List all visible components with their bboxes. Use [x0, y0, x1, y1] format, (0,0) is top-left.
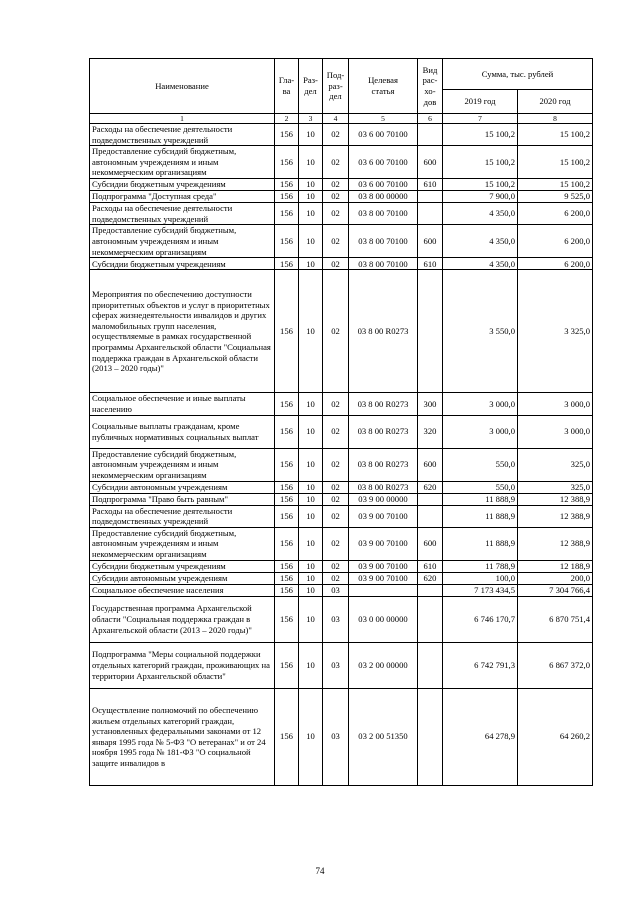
- cell-article: 03 2 00 51350: [349, 688, 418, 785]
- header-glava: Гла- ва: [275, 59, 299, 114]
- cell-sum-2020: 12 388,9: [518, 493, 593, 505]
- cell-name: Субсидии бюджетным учреждениям: [90, 560, 275, 572]
- header-razdel: Раз- дел: [299, 59, 323, 114]
- cell-vid: 620: [418, 572, 443, 584]
- cell-sum-2019: 4 350,0: [443, 258, 518, 270]
- cell-name: Предоставление субсидий бюджетным, автономным учреждениям и иным некоммерческим организациям: [90, 527, 275, 560]
- cell-razdel: 10: [299, 527, 323, 560]
- table-row: [90, 448, 593, 481]
- table-row: [90, 191, 593, 203]
- cell-article: 03 9 00 70100: [349, 572, 418, 584]
- cell-article: 03 8 00 70100: [349, 225, 418, 258]
- cell-glava: 156: [275, 688, 299, 785]
- cell-podrazdel: 02: [323, 124, 349, 146]
- cell-article: [349, 584, 418, 596]
- cell-razdel: 10: [299, 191, 323, 203]
- cell-podrazdel: 02: [323, 481, 349, 493]
- cell-razdel: 10: [299, 203, 323, 225]
- cell-glava: 156: [275, 642, 299, 688]
- cell-podrazdel: 03: [323, 642, 349, 688]
- cell-article: 03 8 00 R0273: [349, 415, 418, 448]
- table-row: [90, 481, 593, 493]
- cell-podrazdel: 02: [323, 415, 349, 448]
- cell-sum-2019: 11 888,9: [443, 493, 518, 505]
- cell-article: 03 0 00 00000: [349, 596, 418, 642]
- cell-article: 03 9 00 70100: [349, 527, 418, 560]
- cell-sum-2020: 200,0: [518, 572, 593, 584]
- cell-vid: [418, 191, 443, 203]
- cell-sum-2020: 15 100,2: [518, 124, 593, 146]
- cell-sum-2019: 3 550,0: [443, 270, 518, 393]
- cell-razdel: 10: [299, 124, 323, 146]
- cell-name: Осуществление полномочий по обеспечению жильем отдельных категорий граждан, установленных федеральными законами от 12 января 1995 года № 5-ФЗ "О ветеранах" и от 24 ноября 1995 года № 181-ФЗ "О социальной защите инвалидов в: [90, 688, 275, 785]
- cell-article: 03 8 00 R0273: [349, 393, 418, 415]
- cell-podrazdel: 03: [323, 688, 349, 785]
- cell-razdel: 10: [299, 572, 323, 584]
- col-number: 3: [299, 114, 323, 124]
- table-row: [90, 493, 593, 505]
- table-row: [90, 688, 593, 785]
- cell-sum-2019: 100,0: [443, 572, 518, 584]
- cell-sum-2020: 15 100,2: [518, 179, 593, 191]
- cell-sum-2020: 12 388,9: [518, 505, 593, 527]
- table-body: [90, 124, 593, 786]
- cell-name: Субсидии автономным учреждениям: [90, 481, 275, 493]
- col-number: 1: [90, 114, 275, 124]
- cell-article: 03 9 00 00000: [349, 493, 418, 505]
- cell-sum-2019: 15 100,2: [443, 179, 518, 191]
- cell-vid: 610: [418, 560, 443, 572]
- cell-sum-2020: 7 304 766,4: [518, 584, 593, 596]
- cell-vid: [418, 505, 443, 527]
- header-name: Наименование: [90, 59, 275, 114]
- cell-podrazdel: 02: [323, 572, 349, 584]
- cell-vid: 320: [418, 415, 443, 448]
- cell-sum-2020: 325,0: [518, 448, 593, 481]
- cell-vid: 610: [418, 258, 443, 270]
- cell-sum-2020: 325,0: [518, 481, 593, 493]
- cell-name: Субсидии бюджетным учреждениям: [90, 179, 275, 191]
- budget-table: [89, 58, 593, 786]
- cell-glava: 156: [275, 481, 299, 493]
- cell-razdel: 10: [299, 415, 323, 448]
- cell-name: Государственная программа Архангельской области "Социальная поддержка граждан в Архангельской области (2013 – 2020 годы)": [90, 596, 275, 642]
- cell-podrazdel: 03: [323, 596, 349, 642]
- cell-razdel: 10: [299, 225, 323, 258]
- cell-razdel: 10: [299, 258, 323, 270]
- cell-razdel: 10: [299, 596, 323, 642]
- cell-sum-2019: 15 100,2: [443, 124, 518, 146]
- cell-article: 03 2 00 00000: [349, 642, 418, 688]
- cell-podrazdel: 02: [323, 179, 349, 191]
- cell-name: Социальные выплаты гражданам, кроме публичных нормативных социальных выплат: [90, 415, 275, 448]
- cell-glava: 156: [275, 584, 299, 596]
- cell-vid: 610: [418, 179, 443, 191]
- table-row: [90, 642, 593, 688]
- cell-vid: [418, 124, 443, 146]
- cell-name: Мероприятия по обеспечению доступности приоритетных объектов и услуг в приоритетных сферах жизнедеятельности инвалидов и других маломобильных групп населения, осуществляемые в рамках государственной программы Архангельской области "Социальная поддержка граждан в Архангельской области (2013 – 2020 годы)": [90, 270, 275, 393]
- cell-sum-2019: 4 350,0: [443, 203, 518, 225]
- cell-razdel: 10: [299, 448, 323, 481]
- cell-name: Предоставление субсидий бюджетным, автономным учреждениям и иным некоммерческим организациям: [90, 448, 275, 481]
- cell-article: 03 8 00 R0273: [349, 448, 418, 481]
- cell-article: 03 8 00 R0273: [349, 270, 418, 393]
- table-row: [90, 560, 593, 572]
- cell-vid: [418, 584, 443, 596]
- table-row: [90, 415, 593, 448]
- cell-podrazdel: 03: [323, 584, 349, 596]
- cell-article: 03 8 00 70100: [349, 203, 418, 225]
- col-number: 4: [323, 114, 349, 124]
- cell-vid: [418, 270, 443, 393]
- cell-name: Субсидии автономным учреждениям: [90, 572, 275, 584]
- cell-sum-2020: 6 200,0: [518, 258, 593, 270]
- cell-sum-2020: 3 325,0: [518, 270, 593, 393]
- cell-podrazdel: 02: [323, 393, 349, 415]
- cell-podrazdel: 02: [323, 225, 349, 258]
- table-row: [90, 203, 593, 225]
- cell-razdel: 10: [299, 560, 323, 572]
- cell-name: Подпрограмма "Право быть равным": [90, 493, 275, 505]
- cell-sum-2020: 3 000,0: [518, 393, 593, 415]
- cell-sum-2020: 9 525,0: [518, 191, 593, 203]
- cell-vid: [418, 688, 443, 785]
- cell-glava: 156: [275, 124, 299, 146]
- cell-article: 03 8 00 R0273: [349, 481, 418, 493]
- cell-glava: 156: [275, 393, 299, 415]
- table-row: [90, 572, 593, 584]
- cell-vid: [418, 642, 443, 688]
- cell-glava: 156: [275, 596, 299, 642]
- cell-glava: 156: [275, 505, 299, 527]
- cell-razdel: 10: [299, 146, 323, 179]
- cell-podrazdel: 02: [323, 203, 349, 225]
- cell-razdel: 10: [299, 584, 323, 596]
- table-row: [90, 179, 593, 191]
- cell-glava: 156: [275, 560, 299, 572]
- header-vid: Вид рас- хо- дов: [418, 59, 443, 114]
- col-number: 2: [275, 114, 299, 124]
- cell-glava: 156: [275, 415, 299, 448]
- cell-sum-2020: 64 260,2: [518, 688, 593, 785]
- cell-vid: [418, 493, 443, 505]
- table-row: [90, 584, 593, 596]
- header-2020: 2020 год: [518, 90, 593, 114]
- cell-article: 03 8 00 00000: [349, 191, 418, 203]
- cell-name: Социальное обеспечение и иные выплаты населению: [90, 393, 275, 415]
- cell-vid: 600: [418, 527, 443, 560]
- table-row: [90, 146, 593, 179]
- header-2019: 2019 год: [443, 90, 518, 114]
- cell-article: 03 6 00 70100: [349, 179, 418, 191]
- cell-glava: 156: [275, 493, 299, 505]
- cell-podrazdel: 02: [323, 527, 349, 560]
- table-row: [90, 596, 593, 642]
- col-number: 6: [418, 114, 443, 124]
- table-row: [90, 527, 593, 560]
- cell-article: 03 6 00 70100: [349, 124, 418, 146]
- cell-podrazdel: 02: [323, 493, 349, 505]
- cell-glava: 156: [275, 225, 299, 258]
- cell-sum-2019: 11 888,9: [443, 505, 518, 527]
- cell-razdel: 10: [299, 179, 323, 191]
- col-number: 8: [518, 114, 593, 124]
- cell-name: Подпрограмма "Меры социальной поддержки отдельных категорий граждан, проживающих на территории Архангельской области": [90, 642, 275, 688]
- cell-glava: 156: [275, 527, 299, 560]
- cell-podrazdel: 02: [323, 448, 349, 481]
- cell-glava: 156: [275, 179, 299, 191]
- cell-name: Предоставление субсидий бюджетным, автономным учреждениям и иным некоммерческим организациям: [90, 146, 275, 179]
- cell-sum-2020: 12 388,9: [518, 527, 593, 560]
- cell-sum-2019: 6 746 170,7: [443, 596, 518, 642]
- cell-sum-2019: 7 173 434,5: [443, 584, 518, 596]
- cell-sum-2020: 6 200,0: [518, 203, 593, 225]
- cell-name: Расходы на обеспечение деятельности подведомственных учреждений: [90, 124, 275, 146]
- cell-razdel: 10: [299, 505, 323, 527]
- cell-vid: 600: [418, 225, 443, 258]
- cell-podrazdel: 02: [323, 270, 349, 393]
- cell-glava: 156: [275, 572, 299, 584]
- cell-glava: 156: [275, 270, 299, 393]
- cell-name: Предоставление субсидий бюджетным, автономным учреждениям и иным некоммерческим организациям: [90, 225, 275, 258]
- cell-sum-2020: 6 867 372,0: [518, 642, 593, 688]
- cell-vid: [418, 203, 443, 225]
- table-row: [90, 124, 593, 146]
- cell-sum-2019: 7 900,0: [443, 191, 518, 203]
- cell-sum-2020: 3 000,0: [518, 415, 593, 448]
- col-number: 5: [349, 114, 418, 124]
- header-article: Целевая статья: [349, 59, 418, 114]
- cell-sum-2020: 15 100,2: [518, 146, 593, 179]
- cell-sum-2019: 3 000,0: [443, 393, 518, 415]
- table-row: [90, 225, 593, 258]
- table-row: [90, 258, 593, 270]
- cell-podrazdel: 02: [323, 505, 349, 527]
- cell-name: Расходы на обеспечение деятельности подведомственных учреждений: [90, 203, 275, 225]
- cell-glava: 156: [275, 146, 299, 179]
- cell-sum-2019: 4 350,0: [443, 225, 518, 258]
- cell-sum-2019: 3 000,0: [443, 415, 518, 448]
- column-number-row: [90, 114, 593, 124]
- cell-podrazdel: 02: [323, 560, 349, 572]
- cell-name: Расходы на обеспечение деятельности подведомственных учреждений: [90, 505, 275, 527]
- cell-sum-2019: 15 100,2: [443, 146, 518, 179]
- cell-sum-2019: 6 742 791,3: [443, 642, 518, 688]
- cell-vid: [418, 596, 443, 642]
- cell-podrazdel: 02: [323, 258, 349, 270]
- cell-razdel: 10: [299, 493, 323, 505]
- cell-vid: 620: [418, 481, 443, 493]
- page-number: 74: [315, 866, 325, 876]
- cell-name: Социальное обеспечение населения: [90, 584, 275, 596]
- cell-sum-2019: 11 888,9: [443, 527, 518, 560]
- cell-sum-2019: 550,0: [443, 481, 518, 493]
- cell-glava: 156: [275, 191, 299, 203]
- cell-sum-2019: 550,0: [443, 448, 518, 481]
- cell-sum-2019: 11 788,9: [443, 560, 518, 572]
- cell-sum-2020: 6 200,0: [518, 225, 593, 258]
- header-sum: Сумма, тыс. рублей: [443, 59, 593, 90]
- cell-article: 03 6 00 70100: [349, 146, 418, 179]
- cell-razdel: 10: [299, 642, 323, 688]
- cell-glava: 156: [275, 258, 299, 270]
- table-row: [90, 505, 593, 527]
- cell-sum-2019: 64 278,9: [443, 688, 518, 785]
- cell-razdel: 10: [299, 688, 323, 785]
- cell-name: Подпрограмма "Доступная среда": [90, 191, 275, 203]
- cell-glava: 156: [275, 448, 299, 481]
- cell-podrazdel: 02: [323, 191, 349, 203]
- table-row: [90, 270, 593, 393]
- cell-article: 03 9 00 70100: [349, 560, 418, 572]
- cell-sum-2020: 6 870 751,4: [518, 596, 593, 642]
- cell-glava: 156: [275, 203, 299, 225]
- header-podrazdel: Под- раз- дел: [323, 59, 349, 114]
- cell-vid: 600: [418, 146, 443, 179]
- cell-razdel: 10: [299, 270, 323, 393]
- cell-sum-2020: 12 188,9: [518, 560, 593, 572]
- cell-vid: 300: [418, 393, 443, 415]
- cell-podrazdel: 02: [323, 146, 349, 179]
- cell-razdel: 10: [299, 393, 323, 415]
- cell-article: 03 9 00 70100: [349, 505, 418, 527]
- cell-name: Субсидии бюджетным учреждениям: [90, 258, 275, 270]
- table-row: [90, 393, 593, 415]
- cell-article: 03 8 00 70100: [349, 258, 418, 270]
- col-number: 7: [443, 114, 518, 124]
- cell-razdel: 10: [299, 481, 323, 493]
- cell-vid: 600: [418, 448, 443, 481]
